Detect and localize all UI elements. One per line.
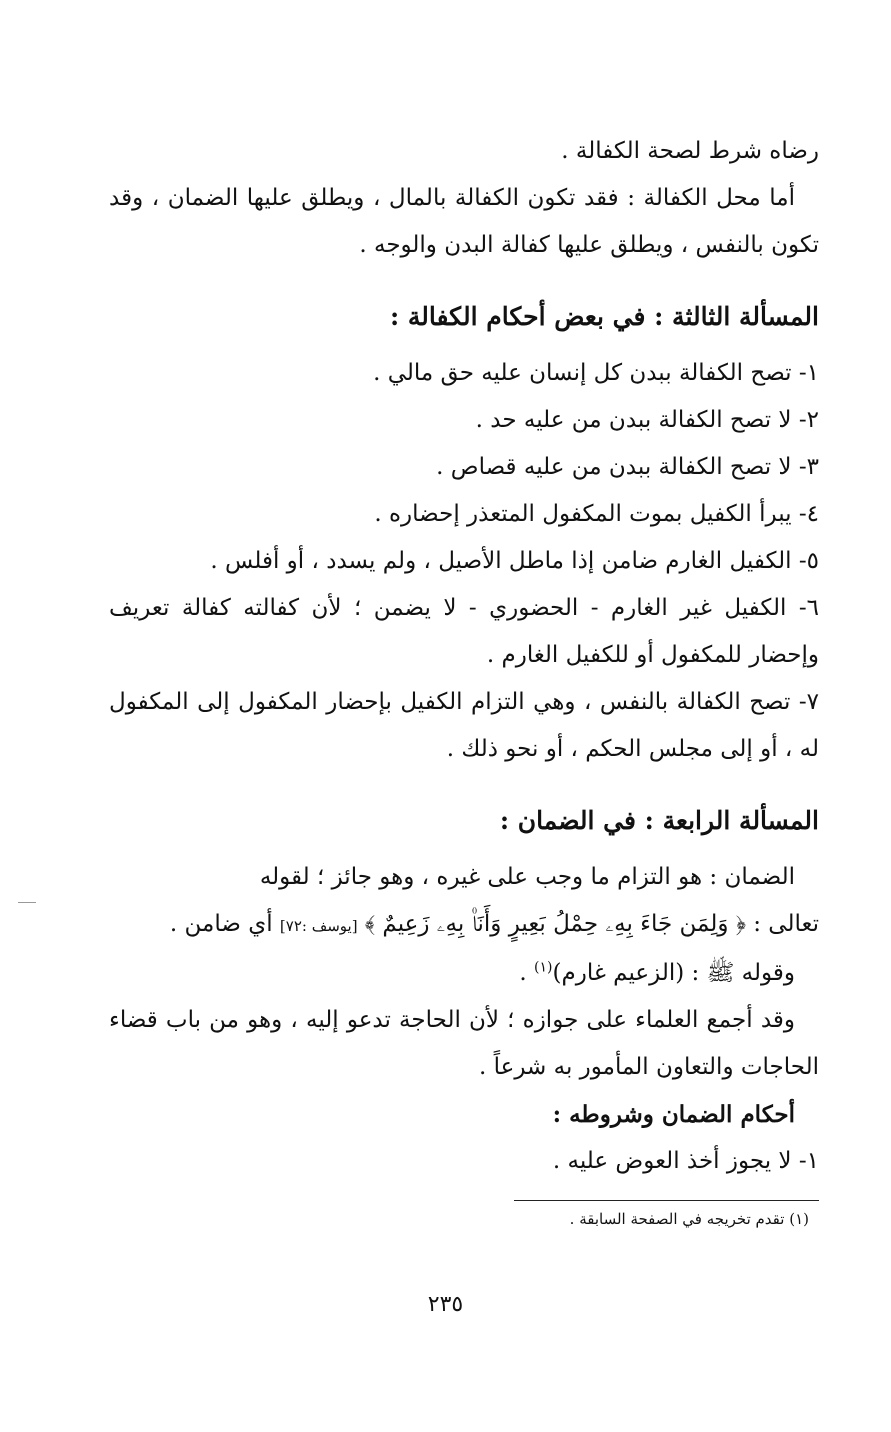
footnote: (١) تقدم تخريجه في الصفحة السابقة . (569, 1210, 809, 1228)
guarantee-definition: الضمان : هو التزام ما وجب على غيره ، وهو جائز ؛ لقوله (259, 864, 795, 890)
page-body (109, 128, 819, 1185)
verse-reference: [يوسف :٧٢] (279, 917, 358, 935)
section-3-heading: المسألة الثالثة : في بعض أحكام الكفالة : (389, 302, 819, 331)
ruling-item-1: ١- تصح الكفالة ببدن كل إنسان عليه حق مالي . (373, 360, 819, 386)
verse-explanation: أي ضامن . (169, 911, 273, 937)
verse-line (109, 901, 819, 950)
hadith-text: (الزعيم غارم) (552, 960, 685, 986)
consensus-paragraph: وقد أجمع العلماء على جوازه ؛ لأن الحاجة تدعو إليه ، وهو من باب قضاء الحاجات والتعاون المأمور به شرعاً . (109, 1007, 819, 1080)
ruling-item-7: ٧- تصح الكفالة بالنفس ، وهي التزام الكفيل بإحضار المكفول إلى المكفول له ، أو إلى مجلس الحكم ، أو نحو ذلك . (109, 689, 819, 762)
ruling-item-4: ٤- يبرأ الكفيل بموت المكفول المتعذر إحضاره . (374, 501, 819, 527)
hadith-line (109, 950, 819, 997)
rulings-subheading: أحكام الضمان وشروطه : (552, 1101, 795, 1128)
margin-mark (18, 902, 36, 903)
footnote-marker[interactable]: (١) (534, 959, 553, 976)
ruling-item-2: ٢- لا تصح الكفالة ببدن من عليه حد . (475, 407, 819, 433)
ruling-item-3: ٣- لا تصح الكفالة ببدن من عليه قصاص . (436, 454, 819, 480)
guarantee-ruling-1: ١- لا يجوز أخذ العوض عليه . (552, 1148, 819, 1174)
footnote-divider (514, 1200, 819, 1201)
page-number: ٢٣٥ (427, 1292, 464, 1317)
section-4-heading: المسألة الرابعة : في الضمان : (499, 806, 819, 835)
hadith-intro: وقوله ﷺ : (691, 960, 795, 986)
ruling-item-6: ٦- الكفيل غير الغارم - الحضوري - لا يضمن ؛ لأن كفالته كفالة تعريف وإحضار للمكفول أو للكفيل الغارم . (109, 595, 819, 668)
text-line: رضاه شرط لصحة الكفالة . (561, 138, 819, 164)
paragraph-guarantee-subject: أما محل الكفالة : فقد تكون الكفالة بالمال ، ويطلق عليها الضمان ، وقد تكون بالنفس ، ويطلق عليها كفالة البدن والوجه . (109, 185, 819, 258)
hadith-end: . (519, 960, 527, 986)
quran-verse: ﴿ وَلِمَن جَاءَ بِهِۦ حِمْلُ بَعِيرٍ وَأَنَا۠ بِهِۦ زَعِيمٌ ﴾ (364, 911, 746, 937)
ruling-item-5: ٥- الكفيل الغارم ضامن إذا ماطل الأصيل ، ولم يسدد ، أو أفلس . (210, 548, 819, 574)
verse-intro: تعالى : (753, 911, 819, 937)
